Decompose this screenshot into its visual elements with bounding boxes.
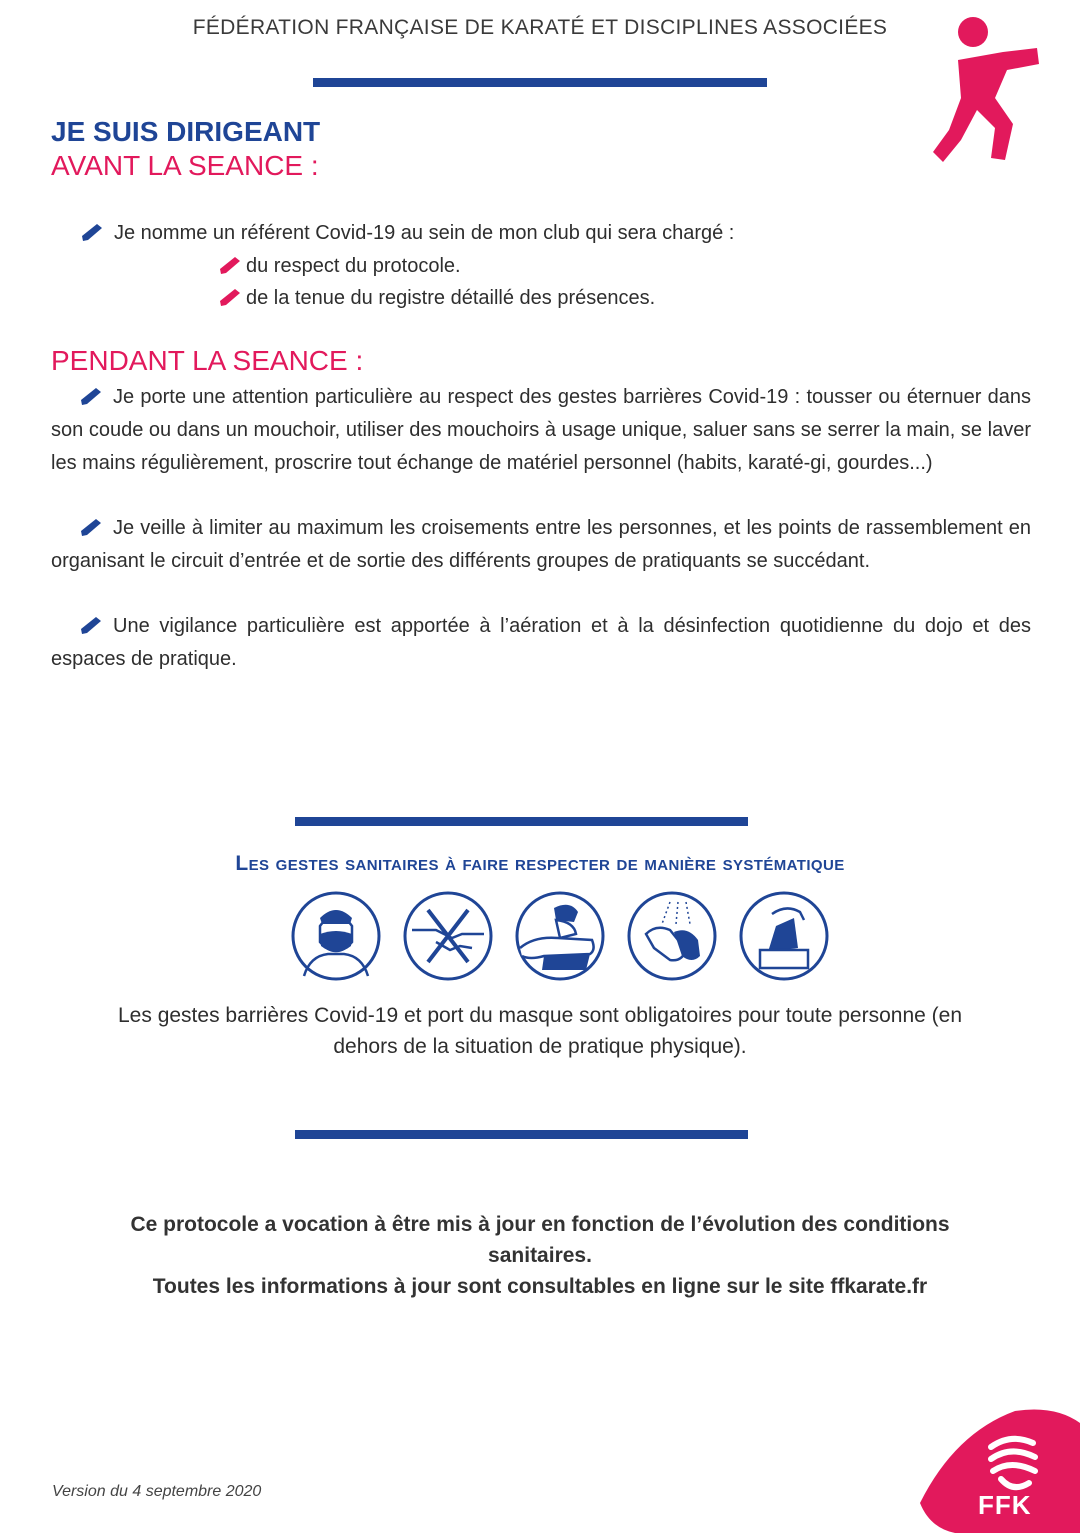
pendant-item-1 [51, 381, 1031, 480]
section-during-title: PENDANT LA SEANCE : [51, 345, 364, 376]
protocol-update-notice: Ce protocole a vocation à être mis à jour en fonction de l’évolution des conditions sanitaires. [130, 1213, 950, 1267]
page-title: JE SUIS DIRIGEANT [51, 116, 321, 147]
section-before-title: AVANT LA SEANCE : [51, 150, 319, 181]
gestes-note: Les gestes barrières Covid-19 et port du masque sont obligatoires pour toute personne (en dehors de la situation de pratique physique). [118, 1004, 962, 1058]
pendant-item-2 [51, 512, 1031, 578]
pink-pen-bullet-icon [218, 254, 244, 276]
gestes-icons-row [290, 890, 830, 982]
gestes-divider-top [295, 817, 748, 826]
gestes-title [0, 852, 1080, 876]
avant-sub-text-1: du respect du protocole. [246, 255, 461, 277]
avant-main-item [80, 217, 1040, 250]
organization-header: FÉDÉRATION FRANÇAISE DE KARATÉ ET DISCIPLINES ASSOCIÉES [192, 16, 888, 39]
sneeze-elbow-icon [514, 890, 606, 982]
blue-pen-bullet-icon [79, 385, 107, 407]
avant-sub-item-1 [218, 250, 1018, 283]
pendant-item-3 [51, 610, 1031, 676]
blue-pen-bullet-icon [79, 614, 107, 636]
avant-sub-text-2: de la tenue du registre détaillé des présences. [246, 287, 656, 309]
blue-pen-bullet-icon [80, 221, 108, 243]
version-date: Version du 4 septembre 2020 [52, 1483, 262, 1500]
gestes-title-text: Les gestes sanitaires à faire respecter de manière systématique [235, 852, 845, 875]
pendant-item-3-text: Une vigilance particulière est apportée à l’aération et à la désinfection quotidienne du dojo et des espaces de pratique. [51, 615, 1031, 670]
pendant-item-2-text: Je veille à limiter au maximum les croisements entre les personnes, et les points de rassemblement en organisant le circuit d’entrée et de sortie des différents groupes de pratiquants se succédant. [51, 517, 1031, 572]
pink-pen-bullet-icon [218, 286, 244, 308]
tissue-icon [738, 890, 830, 982]
hand-wash-icon [626, 890, 718, 982]
pendant-item-1-text: Je porte une attention particulière au respect des gestes barrières Covid-19 : tousser ou éternuer dans son coude ou dans un mouchoir, utiliser des mouchoirs à usage unique, saluer sans se serrer la main, se laver les mains régulièrement, proscrire tout échange de matériel personnel (habits, karaté-gi, gourdes...) [51, 386, 1031, 474]
ffk-logo-text: FFK [978, 1490, 1032, 1520]
karateka-icon [925, 12, 1050, 172]
avant-main-text: Je nomme un référent Covid-19 au sein de mon club qui sera chargé : [114, 222, 735, 244]
mask-icon [290, 890, 382, 982]
protocol-website-notice: Toutes les informations à jour sont consultables en ligne sur le site ffkarate.fr [152, 1275, 928, 1298]
gestes-divider-bottom [295, 1130, 748, 1139]
no-handshake-icon [402, 890, 494, 982]
blue-pen-bullet-icon [79, 516, 107, 538]
header-divider [313, 78, 767, 87]
avant-sub-item-2 [218, 282, 1018, 315]
